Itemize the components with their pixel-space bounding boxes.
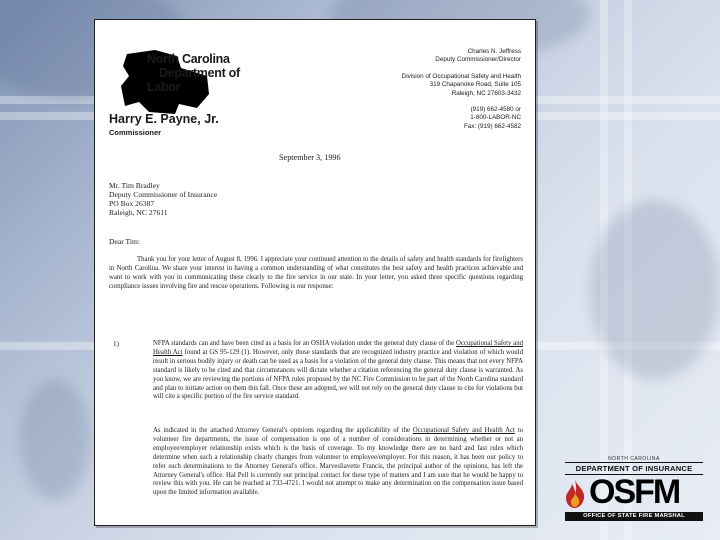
item2-paragraph — [153, 427, 523, 498]
seal-department: DEPARTMENT OF INSURANCE — [565, 462, 703, 475]
seal-state: NORTH CAROLINA — [608, 456, 660, 462]
osh-act-reference: Occupational Safety and Health Act — [412, 427, 515, 434]
phone-line2: 1-800-LABOR-NC — [470, 114, 521, 122]
letterhead-contact-block — [331, 48, 521, 131]
item2-text-b: to volunteer fire departments, the issue of compensation is one of a number of considerations in determining whether or not an employee/employer relationship exists which is the basis of coverage. To my knowledge there are no hard and fast rules which determine when such a relationship clearly changes from volunteer to employee/employer. For this reason, it has been our policy to refer such determinations to the Attorney General's office. Marvesliavette Francis, the principal author of the opinions, has left the Attorney General's office. Hal Pell is currently our principal contact for these type of matters and I am sure that he would be happy to review this with you. He can be reached at 733-4721. I would not attempt to make any determination on the compensation issue based upon the limited information available. — [153, 427, 523, 497]
background-texture — [590, 200, 720, 380]
recipient-box: PO Box 26387 — [109, 199, 155, 208]
item-number: 1) — [113, 340, 119, 348]
item1-text-b: found at GS 95-129 (1). However, only those standards that are recognized industry practice and violation of which would result in serious bodily injury or death can be used as a basis for a violation of the general duty clause. This means that not every NFPA standard is likely to be cited and that circumstances will dictate whether a citation referencing the general duty clause is warranted. As you know, we are reviewing the portions of NFPA rules proposed by the NC Fire Commission to be part of the North Carolina standard and plan to initiate action on them this fall. Once these are adopted, we will not rely on the general duty clause to cite for violations but will cite a specific portion of the fire service standard. — [153, 348, 523, 401]
seal-acronym: OSFM — [589, 473, 680, 511]
flame-icon — [563, 479, 587, 509]
city-address: Raleigh, NC 27603-3432 — [451, 89, 521, 97]
intro-paragraph: Thank you for your letter of August 8, 1996. I appreciate your continued attention to the details of safety and health standards for firefighters in North Carolina. We share your interest in having a common understanding of what constitutes the best safety and health practices achievable and want to work with you in communicating these clearly to the fire service in our state. In your letter, you asked three specific questions regarding compliance issues involving fire and rescue operations. Following is our response: — [109, 256, 523, 290]
commissioner-title: Commissioner — [109, 128, 162, 137]
osfm-logo — [559, 456, 709, 528]
item1-text-a: NFPA standards can and have been cited as a basis for an OSHA violation under the general duty clause of the — [153, 340, 457, 347]
street-address: 319 Chapanoke Road, Suite 105 — [429, 81, 521, 89]
division-name: Division of Occupational Safety and Health — [401, 72, 521, 80]
letter-page — [94, 19, 536, 526]
item1-paragraph — [153, 340, 523, 402]
agency-name-line1: North Carolina — [147, 52, 230, 66]
letter-date: September 3, 1996 — [279, 153, 341, 162]
salutation: Dear Tim: — [109, 237, 141, 246]
deputy-name: Charles N. Jeffress — [467, 48, 521, 55]
fax-line: Fax: (919) 662-4582 — [463, 122, 521, 130]
recipient-address — [109, 181, 217, 217]
deputy-title: Deputy Commissioner/Director — [435, 56, 521, 64]
agency-name-line3: Labor — [147, 80, 181, 94]
recipient-name: Mr. Tim Bradley — [109, 181, 160, 190]
recipient-title: Deputy Commissioner of Insurance — [109, 190, 218, 199]
agency-name-line2: Department of — [159, 66, 240, 80]
commissioner-name: Harry E. Payne, Jr. — [109, 112, 219, 126]
recipient-city: Raleigh, NC 27611 — [109, 208, 168, 217]
item2-text-a: As indicated in the attached Attorney General's opinions regarding the applicability of the — [153, 427, 413, 434]
background-texture — [20, 380, 90, 500]
osh-act-reference: Occupational Safety and Health Act — [153, 340, 523, 356]
seal-office: OFFICE OF STATE FIRE MARSHAL — [565, 512, 703, 521]
phone-line1: (919) 662-4580 or — [470, 106, 521, 114]
